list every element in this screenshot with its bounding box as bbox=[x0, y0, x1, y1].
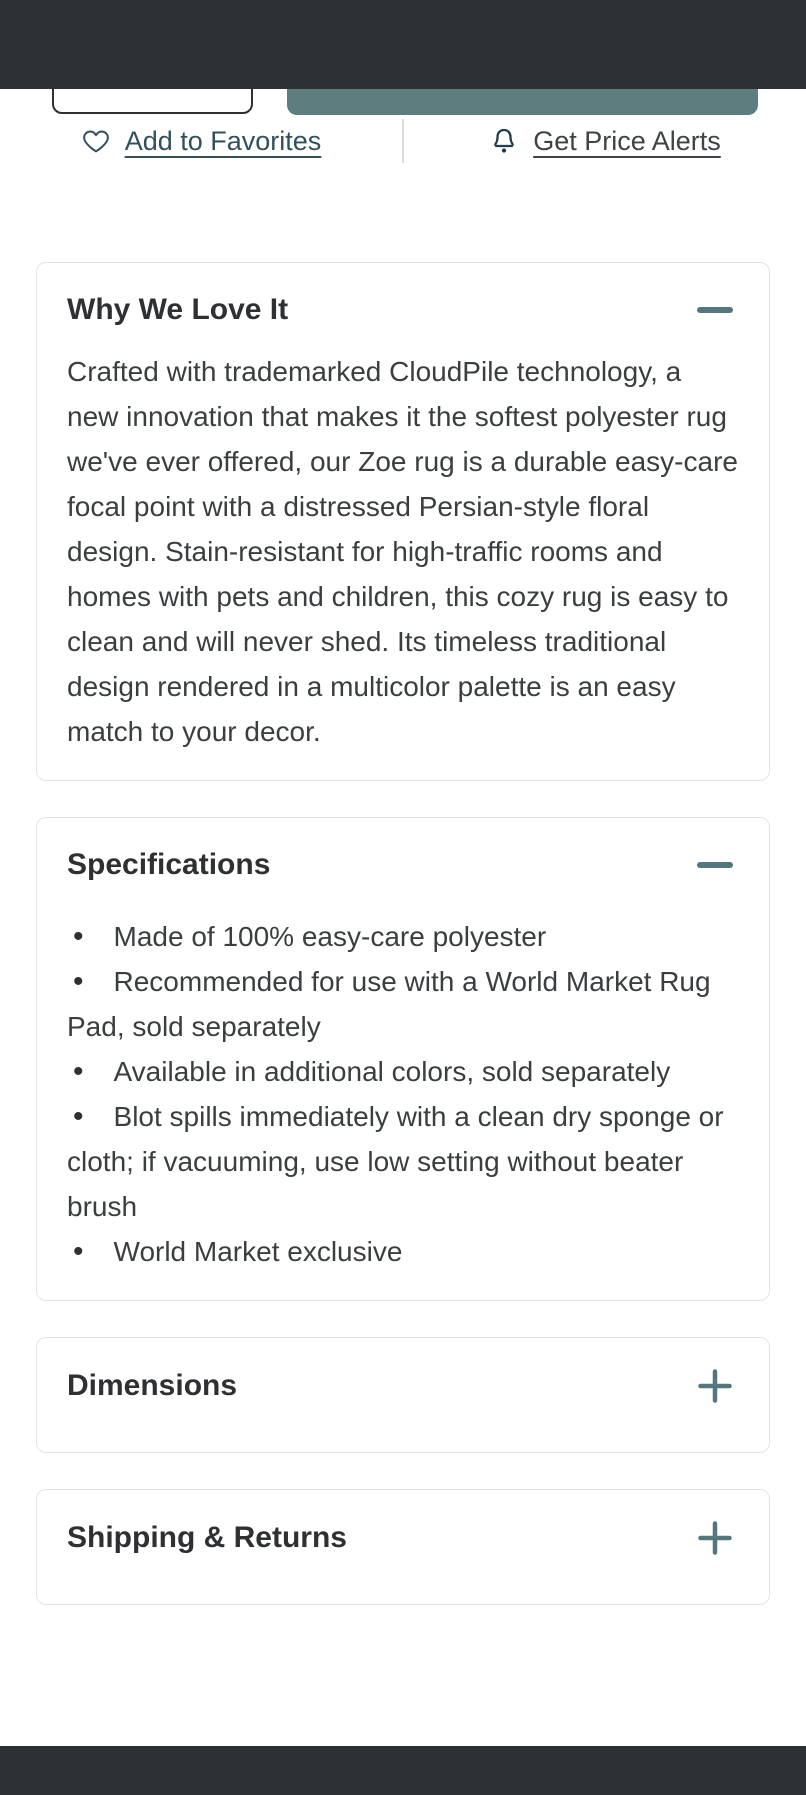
spec-bullet: • Made of 100% easy-care polyester bbox=[67, 914, 739, 959]
heart-icon bbox=[81, 126, 111, 156]
section-title-why-we-love-it: Why We Love It bbox=[67, 293, 289, 326]
section-title-dimensions: Dimensions bbox=[67, 1369, 238, 1402]
spec-bullet: • Available in additional colors, sold separately bbox=[67, 1049, 739, 1094]
bottom-dark-bar bbox=[0, 1746, 806, 1795]
why-we-love-it-description: Crafted with trademarked CloudPile technology, a new innovation that makes it the softest polyester rug we've ever offered, our Zoe rug is a durable easy-care focal point with a distressed Persian-style floral design. Stain-resistant for high-traffic rooms and homes with pets and children, this cozy rug is easy to clean and will never shed. Its timeless traditional design rendered in a multicolor palette is an easy match to your decor. bbox=[67, 356, 738, 747]
plus-icon[interactable] bbox=[697, 1520, 733, 1556]
product-detail-accordions bbox=[36, 262, 770, 1641]
accordion-shipping-returns bbox=[36, 1489, 770, 1605]
accordion-why-we-love-it bbox=[36, 262, 770, 781]
accordion-toggle-shipping-returns[interactable] bbox=[67, 1520, 739, 1556]
top-dark-bar bbox=[0, 0, 806, 89]
section-title-specifications: Specifications bbox=[67, 848, 271, 881]
add-to-favorites-link[interactable] bbox=[0, 126, 402, 157]
plus-icon[interactable] bbox=[697, 1368, 733, 1404]
spec-bullet: • Blot spills immediately with a clean dry sponge or cloth; if vacuuming, use low setting without beater brush bbox=[67, 1094, 739, 1229]
bell-icon bbox=[489, 125, 519, 157]
get-price-alerts-label: Get Price Alerts bbox=[533, 125, 721, 156]
accordion-toggle-why-we-love-it[interactable] bbox=[67, 293, 739, 327]
accordion-toggle-dimensions[interactable] bbox=[67, 1368, 739, 1404]
add-to-favorites-label: Add to Favorites bbox=[124, 125, 322, 156]
get-price-alerts-link[interactable] bbox=[404, 125, 806, 157]
minus-icon[interactable] bbox=[697, 862, 733, 868]
section-title-shipping-returns: Shipping & Returns bbox=[67, 1521, 347, 1554]
spec-bullet: • World Market exclusive bbox=[67, 1229, 739, 1274]
spec-bullet: • Recommended for use with a World Market Rug Pad, sold separately bbox=[67, 959, 739, 1049]
accordion-toggle-specifications[interactable] bbox=[67, 848, 739, 882]
minus-icon[interactable] bbox=[697, 307, 733, 313]
accordion-dimensions bbox=[36, 1337, 770, 1453]
product-actions-row bbox=[0, 116, 806, 166]
accordion-specifications bbox=[36, 817, 770, 1301]
specifications-list bbox=[67, 914, 739, 1274]
